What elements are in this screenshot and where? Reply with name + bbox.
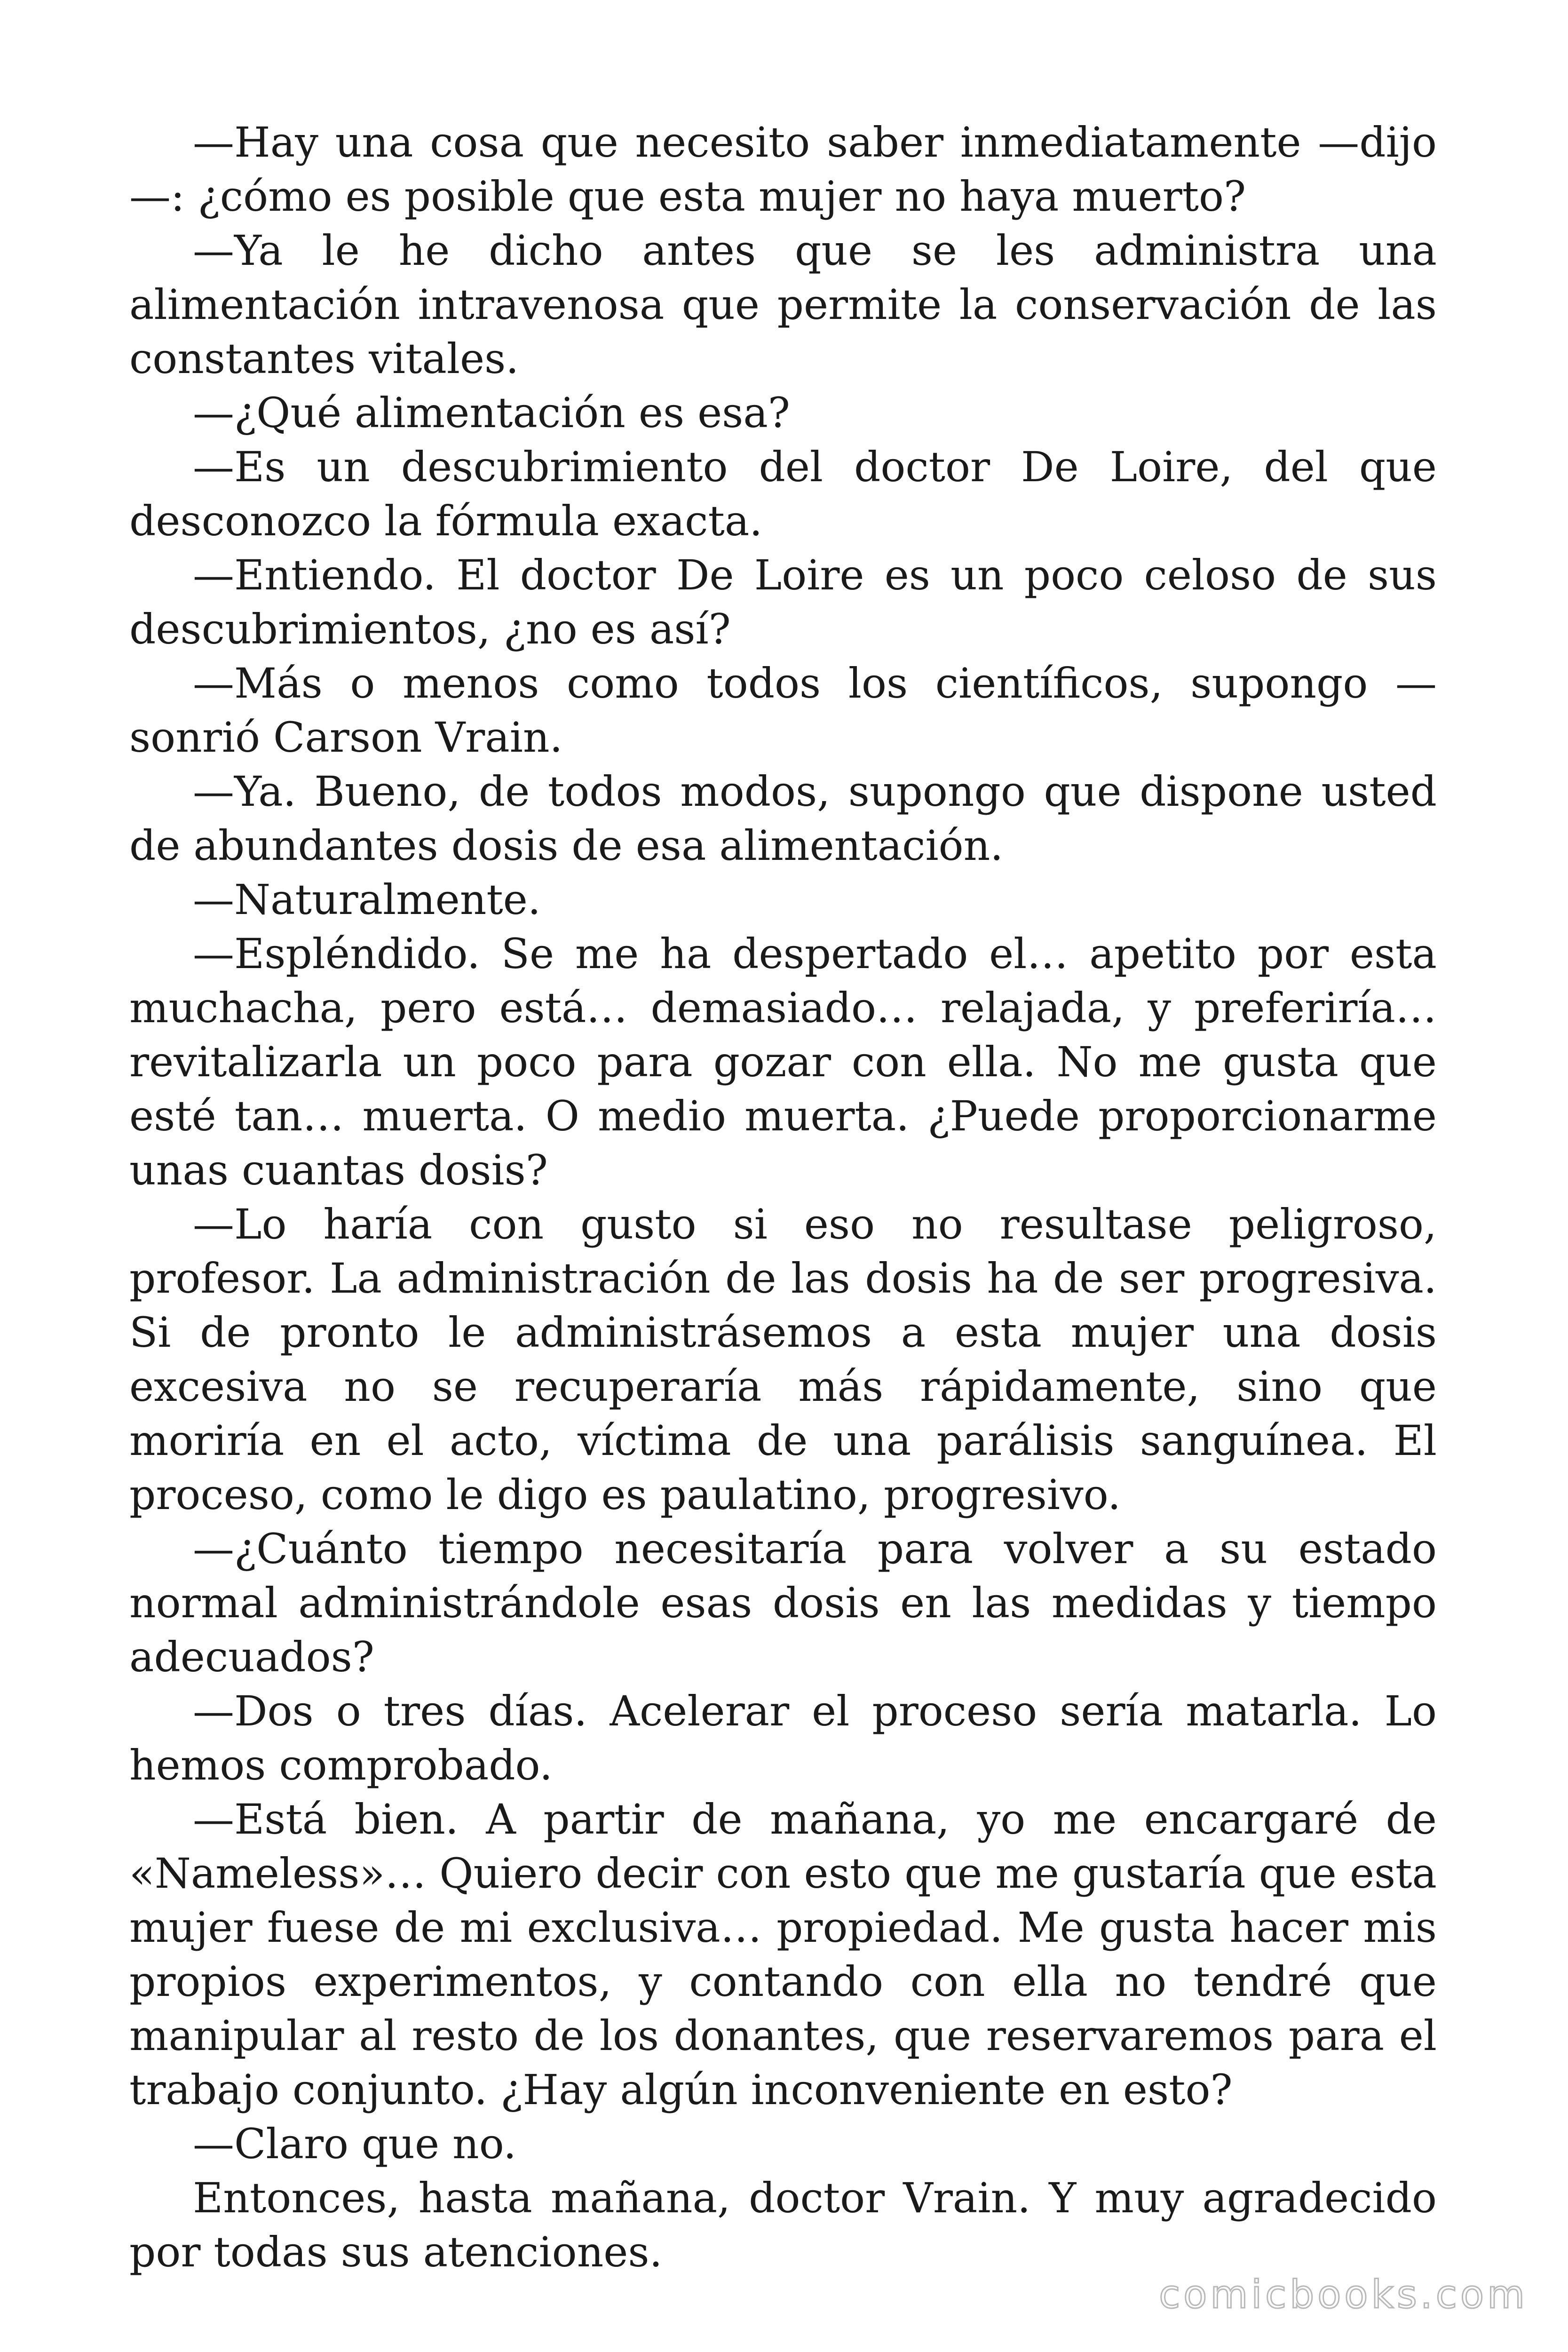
paragraph-14: —Claro que no. <box>193 2120 517 2168</box>
paragraph-2: —Ya le he dicho antes que se les administra una alimentación intravenosa que permite la conservación de las constantes vitales. <box>129 226 1437 383</box>
paragraph-1: —Hay una cosa que necesito saber inmediatamente —dijo—: ¿cómo es posible que esta mujer no haya muerto? <box>129 118 1437 221</box>
paragraph-15: Entonces, hasta mañana, doctor Vrain. Y muy agradecido por todas sus atenciones. <box>129 2174 1437 2276</box>
paragraph-13: —Está bien. A partir de mañana, yo me encargaré de «Nameless»… Quiero decir con esto que me gustaría que esta mujer fuese de mi exclusiva… propiedad. Me gusta hacer mis propios experimentos, y contando con ella no tendré que manipular al resto de los donantes, que reservaremos para el trabajo conjunto. ¿Hay algún inconveniente en esto? <box>129 1795 1437 2114</box>
paragraph-10: —Lo haría con gusto si eso no resultase peligroso, profesor. La administración de las dosis ha de ser progresiva. Si de pronto le administrásemos a esta mujer una dosis excesiva no se recuperaría más rápidamente, sino que moriría en el acto, víctima de una parálisis sanguínea. El proceso, como le digo es paulatino, progresivo. <box>129 1200 1437 1519</box>
paragraph-12: —Dos o tres días. Acelerar el proceso sería matarla. Lo hemos comprobado. <box>129 1687 1437 1789</box>
paragraph-5: —Entiendo. El doctor De Loire es un poco celoso de sus descubrimientos, ¿no es así? <box>129 551 1437 653</box>
paragraph-8: —Naturalmente. <box>193 875 541 924</box>
paragraph-6: —Más o menos como todos los científicos, supongo —sonrió Carson Vrain. <box>129 659 1437 762</box>
paragraph-9: —Espléndido. Se me ha despertado el… apetito por esta muchacha, pero está… demasiado… relajada, y preferiría… revitalizarla un poco para gozar con ella. No me gusta que esté tan… muerta. O medio muerta. ¿Puede proporcionarme unas cuantas dosis? <box>129 930 1437 1194</box>
paragraph-4: —Es un descubrimiento del doctor De Loire, del que desconozco la fórmula exacta. <box>129 443 1437 545</box>
paragraph-11: —¿Cuánto tiempo necesitaría para volver a su estado normal administrándole esas dosis en las medidas y tiempo adecuados? <box>129 1525 1437 1681</box>
watermark: comicbooks.com <box>1159 2273 1528 2317</box>
page-body-text <box>129 115 1437 2279</box>
paragraph-7: —Ya. Bueno, de todos modos, supongo que dispone usted de abundantes dosis de esa alimentación. <box>129 767 1437 870</box>
paragraph-3: —¿Qué alimentación es esa? <box>193 389 790 437</box>
